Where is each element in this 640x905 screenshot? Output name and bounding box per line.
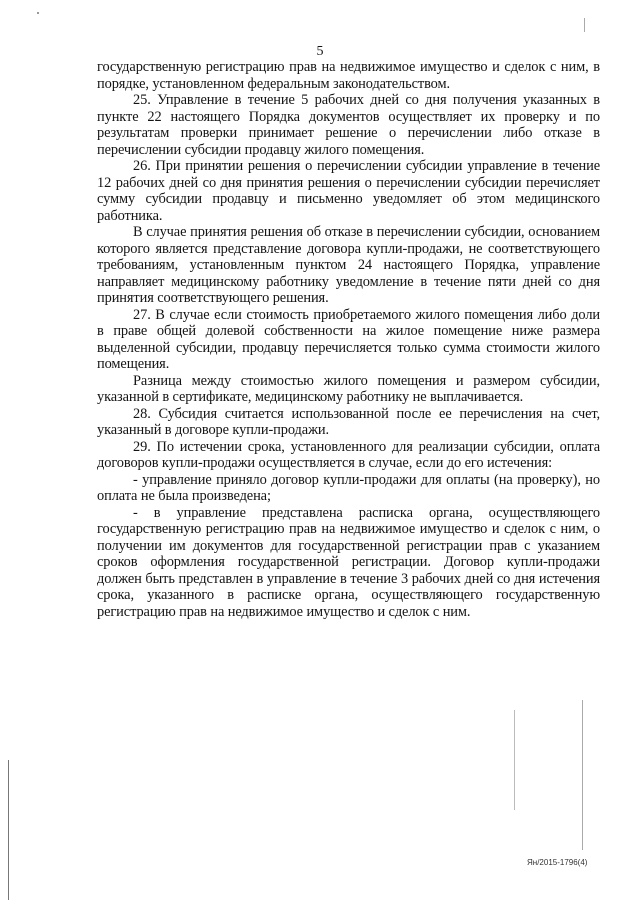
paragraph-27: 27. В случае если стоимость приобретаемого жилого помещения либо доли в праве общей долевой собственности на жилое помещение ниже размера выделенной субсидии, продавцу перечисляется только сумма стоимости жилого помещения. [97,306,600,372]
paragraph-refusal: В случае принятия решения об отказе в перечислении субсидии, основанием которого является представление договора купли-продажи, не соответствующего требованиям, установленным пунктом 24 настоящего Порядка, управление направляет медицинскому работнику уведомление в течение пяти дней со дня принятия соответствующего решения. [97,224,600,306]
scan-artifact-right [582,700,583,850]
paragraph-registration-continuation: государственную регистрацию прав на недвижимое имущество и сделок с ним, в порядке, установленном федеральным законодательством. [97,59,600,92]
scan-artifact-left [8,760,9,900]
paragraph-difference: Разница между стоимостью жилого помещения и размером субсидии, указанной в сертификате, медицинскому работнику не выплачивается. [97,372,600,405]
scan-artifact-top [584,18,585,32]
paragraph-26: 26. При принятии решения о перечислении субсидии управление в течение 12 рабочих дней со дня принятия решения о перечислении субсидии перечисляет сумму субсидии продавцу и письменно уведомляет об этом медицинского работника. [97,158,600,224]
page-number: 5 [316,44,324,59]
document-body [97,59,600,620]
paragraph-28: 28. Субсидия считается использованной после ее перечисления на счет, указанный в договоре купли-продажи. [97,405,600,438]
scan-artifact-right-2 [514,710,515,810]
document-code: Ян/2015-1796(4) [527,858,588,867]
paragraph-29: 29. По истечении срока, установленного для реализации субсидии, оплата договоров купли-продажи осуществляется в случае, если до его истечения: [97,438,600,471]
list-item-receipt-submitted: - в управление представлена расписка органа, осуществляющего государственную регистрацию прав на недвижимое имущество и сделок с ним, о получении им документов для государственной регистрации прав с указанием сроков оформления государственной регистрации. Договор купли-продажи должен быть представлен в управление в течение 3 рабочих дней со дня истечения срока, указанного в расписке органа, осуществляющего государственную регистрацию прав на недвижимое имущество и сделок с ним. [97,504,600,620]
paragraph-25: 25. Управление в течение 5 рабочих дней со дня получения указанных в пункте 22 настоящего Порядка документов осуществляет их проверку и по результатам проверки принимает решение о перечислении либо отказе в перечислении субсидии продавцу жилого помещения. [97,92,600,158]
scan-artifact-dot [37,12,39,14]
list-item-contract-accepted: - управление приняло договор купли-продажи для оплаты (на проверку), но оплата не была произведена; [97,471,600,504]
